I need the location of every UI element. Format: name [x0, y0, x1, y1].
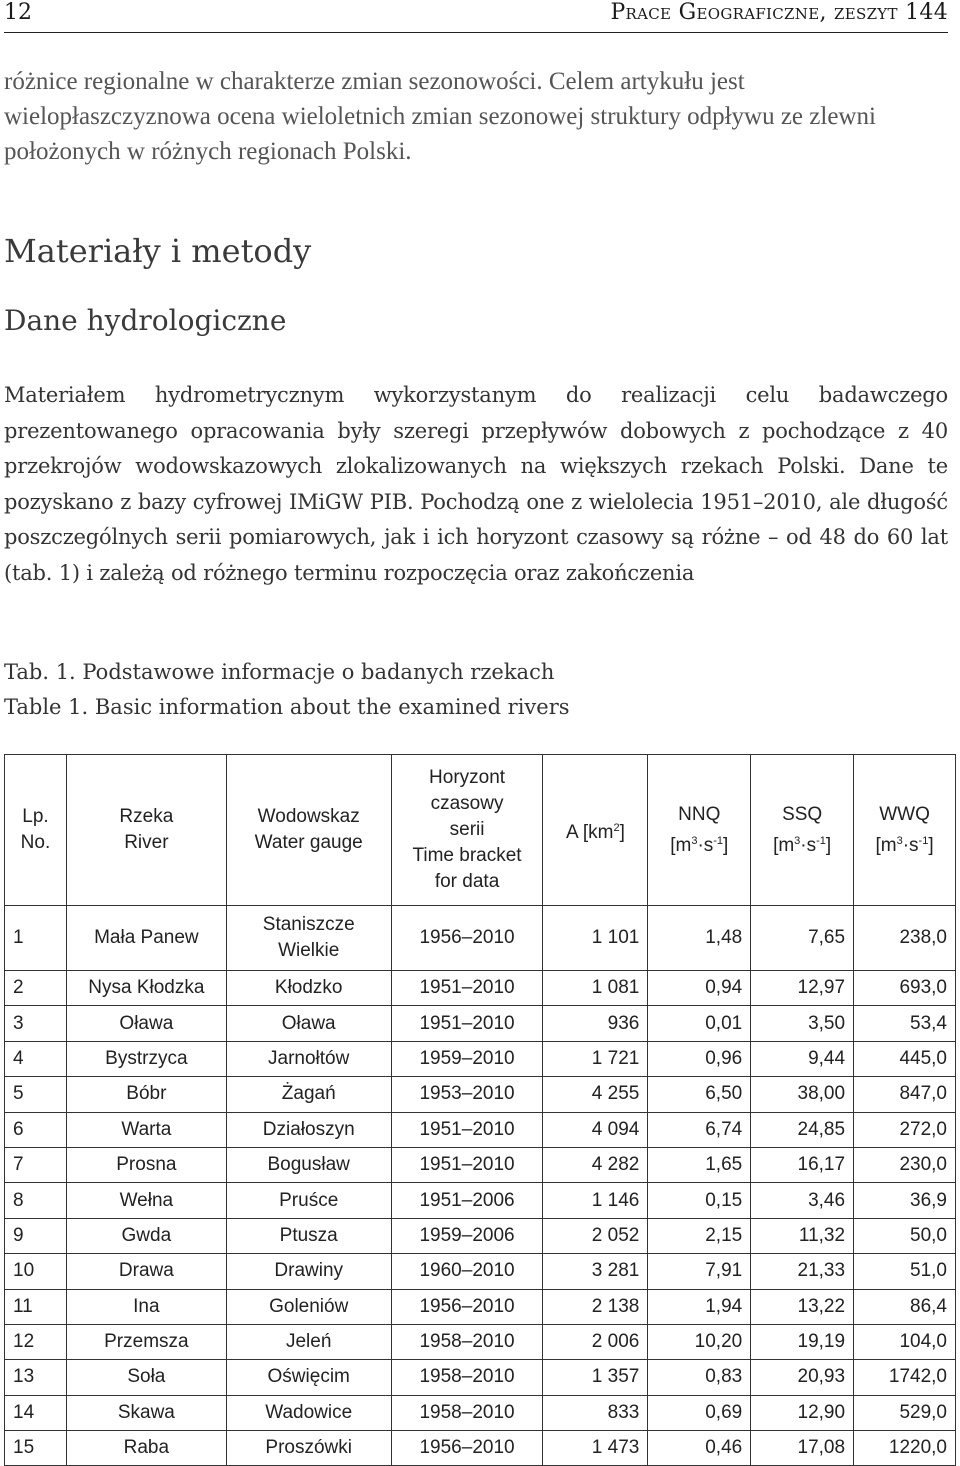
cell-years: 1951–2010 — [391, 1006, 543, 1041]
cell-gauge: Wadowice — [226, 1395, 391, 1430]
header-wwq — [854, 755, 956, 906]
table-row — [5, 1183, 956, 1218]
cell-nnq: 7,91 — [648, 1254, 751, 1289]
header-ssq-label: SSQ — [782, 803, 823, 825]
cell-years: 1951–2010 — [391, 971, 543, 1006]
cell-ssq: 38,00 — [751, 1077, 854, 1112]
cell-river: Mała Panew — [66, 906, 226, 971]
cell-no: 9 — [5, 1218, 67, 1253]
table-row — [5, 1289, 956, 1324]
cell-gauge: Jarnołtów — [226, 1041, 391, 1076]
cell-area: 4 094 — [543, 1112, 648, 1147]
cell-river: Przemsza — [66, 1324, 226, 1359]
cell-area: 2 006 — [543, 1324, 648, 1359]
cell-river: Oława — [66, 1006, 226, 1041]
cell-nnq: 1,65 — [648, 1147, 751, 1182]
cell-gauge: Żagań — [226, 1077, 391, 1112]
body-paragraph: Materiałem hydrometrycznym wykorzystanym do realizacji celu badawczego prezentowanego opracowania były szeregi przepływów dobowych z pochodzące z 40 przekrojów wodowskazowych zlokalizowanych na większych rzekach Polski. Dane te pozyskano z bazy cyfrowej IMiGW PIB. Pochodzą one z wielolecia 1951–2010, ale długość poszczególnych serii pomiarowych, jak i ich horyzont czasowy są różne – od 48 do 60 lat (tab. 1) i zależą od różnego terminu rozpoczęcia oraz zakończenia — [4, 383, 948, 585]
cell-area: 1 357 — [543, 1360, 648, 1395]
cell-no: 15 — [5, 1431, 67, 1466]
cell-wwq: 53,4 — [854, 1006, 956, 1041]
cell-years: 1959–2006 — [391, 1218, 543, 1253]
cell-years: 1959–2010 — [391, 1041, 543, 1076]
cell-no: 4 — [5, 1041, 67, 1076]
cell-nnq: 2,15 — [648, 1218, 751, 1253]
cell-years: 1951–2006 — [391, 1183, 543, 1218]
cell-nnq: 0,69 — [648, 1395, 751, 1430]
header-lp — [5, 755, 67, 906]
cell-nnq: 0,01 — [648, 1006, 751, 1041]
table-row — [5, 1324, 956, 1359]
header-horizon-line-3: serii — [449, 819, 485, 840]
journal-title: Prace Geograficzne, zeszyt 144 — [610, 0, 948, 25]
cell-river: Bóbr — [66, 1077, 226, 1112]
cell-gauge: Goleniów — [226, 1289, 391, 1324]
cell-river: Warta — [66, 1112, 226, 1147]
cell-no: 5 — [5, 1077, 67, 1112]
header-horizon-line-5: for data — [434, 871, 500, 892]
header-wwq-unit — [875, 835, 933, 856]
unit-sup-m1: -1 — [918, 834, 929, 847]
cell-wwq: 847,0 — [854, 1077, 956, 1112]
header-gauge-pl: Wodowskaz — [257, 806, 360, 827]
header-horizon-line-2: czasowy — [430, 793, 504, 814]
cell-ssq: 17,08 — [751, 1431, 854, 1466]
rivers-table — [4, 754, 956, 1466]
cell-wwq: 272,0 — [854, 1112, 956, 1147]
cell-wwq: 50,0 — [854, 1218, 956, 1253]
cell-gauge — [226, 906, 391, 971]
cell-wwq: 238,0 — [854, 906, 956, 971]
unit-sup-m1: -1 — [713, 834, 724, 847]
cell-river: Ina — [66, 1289, 226, 1324]
cell-no: 1 — [5, 906, 67, 971]
cell-ssq: 7,65 — [751, 906, 854, 971]
cell-ssq: 16,17 — [751, 1147, 854, 1182]
cell-ssq: 20,93 — [751, 1360, 854, 1395]
cell-ssq: 13,22 — [751, 1289, 854, 1324]
cell-gauge: Kłodzko — [226, 971, 391, 1006]
header-lp-pl: Lp. — [22, 806, 49, 827]
cell-no: 3 — [5, 1006, 67, 1041]
header-area-close: ] — [619, 821, 625, 843]
cell-no: 7 — [5, 1147, 67, 1182]
cell-nnq: 0,46 — [648, 1431, 751, 1466]
cell-nnq: 0,96 — [648, 1041, 751, 1076]
cell-gauge: Ptusza — [226, 1218, 391, 1253]
cell-river: Raba — [66, 1431, 226, 1466]
header-area-label: A [km — [565, 821, 614, 843]
cell-area: 3 281 — [543, 1254, 648, 1289]
table-header-row — [5, 755, 956, 906]
cell-river: Skawa — [66, 1395, 226, 1430]
subsection-heading: Dane hydrologiczne — [4, 304, 287, 337]
table-row — [5, 1006, 956, 1041]
cell-ssq: 9,44 — [751, 1041, 854, 1076]
table-row — [5, 1112, 956, 1147]
cell-gauge: Oława — [226, 1006, 391, 1041]
cell-area: 833 — [543, 1395, 648, 1430]
table-caption-pl: Tab. 1. Podstawowe informacje o badanych rzekach — [4, 660, 555, 684]
table-row — [5, 1041, 956, 1076]
cell-area: 2 138 — [543, 1289, 648, 1324]
cell-river: Gwda — [66, 1218, 226, 1253]
cell-ssq: 3,46 — [751, 1183, 854, 1218]
cell-nnq: 0,94 — [648, 971, 751, 1006]
unit-sup-m1: -1 — [816, 834, 826, 847]
cell-wwq: 1742,0 — [854, 1360, 956, 1395]
table-row — [5, 1077, 956, 1112]
cell-gauge: Oświęcim — [226, 1360, 391, 1395]
unit-dot-s: ·s — [697, 834, 714, 856]
cell-no: 2 — [5, 971, 67, 1006]
table-row — [5, 1431, 956, 1466]
header-gauge — [226, 755, 391, 906]
cell-gauge: Proszówki — [226, 1431, 391, 1466]
cell-area: 1 146 — [543, 1183, 648, 1218]
cell-years: 1953–2010 — [391, 1077, 543, 1112]
cell-nnq: 0,15 — [648, 1183, 751, 1218]
cell-gauge: Pruśce — [226, 1183, 391, 1218]
cell-ssq: 12,90 — [751, 1395, 854, 1430]
cell-gauge-line-2: Wielkie — [278, 940, 340, 961]
cell-wwq: 445,0 — [854, 1041, 956, 1076]
cell-gauge: Bogusław — [226, 1147, 391, 1182]
cell-river: Wełna — [66, 1183, 226, 1218]
cell-gauge: Działoszyn — [226, 1112, 391, 1147]
cell-no: 8 — [5, 1183, 67, 1218]
header-horizon-line-4: Time bracket — [412, 845, 522, 866]
table-row — [5, 1360, 956, 1395]
cell-area: 4 282 — [543, 1147, 648, 1182]
cell-area: 1 721 — [543, 1041, 648, 1076]
cell-wwq: 51,0 — [854, 1254, 956, 1289]
table-row — [5, 1147, 956, 1182]
unit-open: [m — [670, 834, 692, 856]
cell-wwq: 86,4 — [854, 1289, 956, 1324]
header-river-pl: Rzeka — [119, 806, 174, 827]
cell-nnq: 6,50 — [648, 1077, 751, 1112]
cell-gauge: Jeleń — [226, 1324, 391, 1359]
cell-area: 4 255 — [543, 1077, 648, 1112]
header-gauge-en: Water gauge — [254, 832, 363, 853]
cell-wwq: 693,0 — [854, 971, 956, 1006]
unit-dot-s: ·s — [800, 834, 817, 856]
table-row — [5, 1254, 956, 1289]
header-river — [66, 755, 226, 906]
table-row — [5, 971, 956, 1006]
unit-dot-s: ·s — [902, 834, 919, 856]
header-ssq-unit — [773, 835, 831, 856]
header-ssq — [751, 755, 854, 906]
header-lp-en: No. — [20, 832, 51, 853]
cell-wwq: 529,0 — [854, 1395, 956, 1430]
unit-sup-3: 3 — [896, 834, 903, 847]
unit-sup-3: 3 — [691, 834, 698, 847]
cell-no: 10 — [5, 1254, 67, 1289]
cell-no: 11 — [5, 1289, 67, 1324]
cell-ssq: 24,85 — [751, 1112, 854, 1147]
header-horizon-line-1: Horyzont — [429, 767, 506, 788]
cell-river: Bystrzyca — [66, 1041, 226, 1076]
table-caption-en: Table 1. Basic information about the examined rivers — [4, 695, 570, 719]
unit-close: ] — [723, 834, 729, 856]
cell-ssq: 3,50 — [751, 1006, 854, 1041]
cell-nnq: 1,94 — [648, 1289, 751, 1324]
cell-nnq: 1,48 — [648, 906, 751, 971]
table-row — [5, 1218, 956, 1253]
cell-years: 1956–2010 — [391, 906, 543, 971]
cell-gauge-line-1: Staniszcze — [262, 914, 355, 935]
unit-open: [m — [773, 834, 795, 856]
cell-wwq: 104,0 — [854, 1324, 956, 1359]
header-nnq-label: NNQ — [678, 803, 721, 825]
section-heading: Materiały i metody — [4, 232, 312, 270]
cell-river: Drawa — [66, 1254, 226, 1289]
header-area-sup: 2 — [613, 821, 620, 834]
header-horizon — [391, 755, 543, 906]
cell-years: 1951–2010 — [391, 1112, 543, 1147]
cell-area: 1 081 — [543, 971, 648, 1006]
cell-years: 1956–2010 — [391, 1289, 543, 1324]
unit-close: ] — [928, 834, 934, 856]
unit-sup-3: 3 — [794, 834, 801, 847]
header-area — [543, 755, 648, 906]
header-nnq — [648, 755, 751, 906]
cell-area: 1 101 — [543, 906, 648, 971]
intro-paragraph: różnice regionalne w charakterze zmian sezonowości. Celem artykułu jest wielopłaszczyznowa ocena wieloletnich zmian sezonowej struktury odpływu ze zlewni położonych w różnych regionach Polski. — [4, 68, 876, 165]
cell-years: 1958–2010 — [391, 1395, 543, 1430]
cell-no: 14 — [5, 1395, 67, 1430]
cell-river: Prosna — [66, 1147, 226, 1182]
cell-wwq: 1220,0 — [854, 1431, 956, 1466]
cell-ssq: 12,97 — [751, 971, 854, 1006]
cell-no: 6 — [5, 1112, 67, 1147]
cell-wwq: 36,9 — [854, 1183, 956, 1218]
cell-ssq: 21,33 — [751, 1254, 854, 1289]
cell-nnq: 10,20 — [648, 1324, 751, 1359]
cell-river: Soła — [66, 1360, 226, 1395]
header-wwq-label: WWQ — [879, 803, 930, 825]
cell-wwq: 230,0 — [854, 1147, 956, 1182]
cell-river: Nysa Kłodzka — [66, 971, 226, 1006]
cell-ssq: 11,32 — [751, 1218, 854, 1253]
cell-years: 1956–2010 — [391, 1431, 543, 1466]
table-row — [5, 906, 956, 971]
cell-years: 1958–2010 — [391, 1360, 543, 1395]
running-header — [4, 0, 948, 33]
cell-no: 12 — [5, 1324, 67, 1359]
cell-ssq: 19,19 — [751, 1324, 854, 1359]
cell-nnq: 0,83 — [648, 1360, 751, 1395]
cell-area: 936 — [543, 1006, 648, 1041]
cell-years: 1951–2010 — [391, 1147, 543, 1182]
cell-no: 13 — [5, 1360, 67, 1395]
cell-years: 1960–2010 — [391, 1254, 543, 1289]
cell-area: 2 052 — [543, 1218, 648, 1253]
cell-nnq: 6,74 — [648, 1112, 751, 1147]
cell-area: 1 473 — [543, 1431, 648, 1466]
header-nnq-unit — [670, 835, 728, 856]
header-river-en: River — [124, 832, 169, 853]
cell-years: 1958–2010 — [391, 1324, 543, 1359]
table-row — [5, 1395, 956, 1430]
unit-close: ] — [825, 834, 832, 856]
unit-open: [m — [875, 834, 897, 856]
cell-gauge: Drawiny — [226, 1254, 391, 1289]
page-number: 12 — [4, 0, 32, 25]
